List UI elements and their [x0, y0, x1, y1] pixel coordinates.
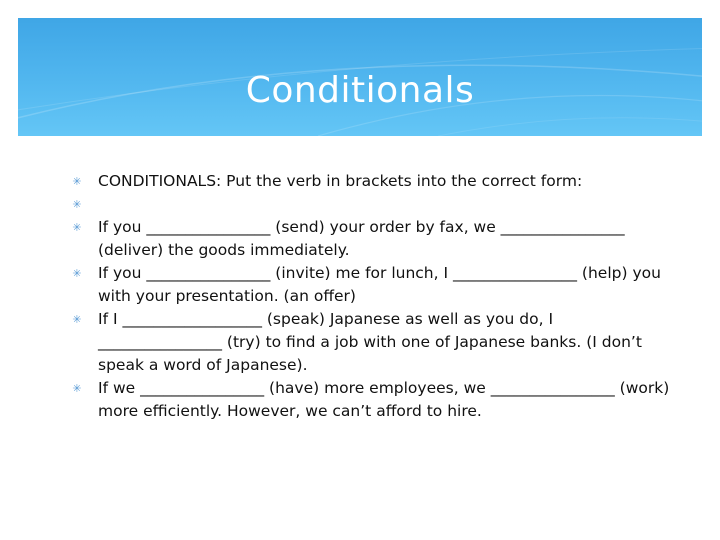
- asterisk-bullet-icon: ✳: [72, 382, 82, 395]
- list-item: [70, 377, 675, 423]
- asterisk-bullet-icon: ✳: [72, 175, 82, 188]
- list-item: [70, 170, 670, 193]
- title-banner: [18, 18, 702, 136]
- list-item-text: [98, 195, 103, 213]
- list-item: [70, 262, 670, 308]
- slide-title: Conditionals: [245, 70, 475, 111]
- asterisk-bullet-icon: ✳: [72, 221, 82, 234]
- asterisk-bullet-icon: ✳: [72, 198, 82, 211]
- list-item: [70, 193, 670, 216]
- list-item-text: If you ________________ (send) your order by fax, we ________________ (deliver) the goods immediately.: [98, 218, 630, 259]
- asterisk-bullet-icon: ✳: [72, 313, 82, 326]
- list-item-text: CONDITIONALS: Put the verb in brackets into the correct form:: [98, 172, 583, 190]
- list-item: [70, 308, 670, 377]
- list-item-text: If you ________________ (invite) me for lunch, I ________________ (help) you with your presentation. (an offer): [98, 264, 666, 305]
- bullet-list: [70, 170, 675, 423]
- asterisk-bullet-icon: ✳: [72, 267, 82, 280]
- list-item-text: If we ________________ (have) more employees, we ________________ (work) more efficiently. However, we can’t afford to hire.: [98, 379, 675, 420]
- list-item-text: If I __________________ (speak) Japanese as well as you do, I ________________ (try) to find a job with one of Japanese banks. (I don’t speak a word of Japanese).: [98, 310, 647, 374]
- list-item: [70, 216, 670, 262]
